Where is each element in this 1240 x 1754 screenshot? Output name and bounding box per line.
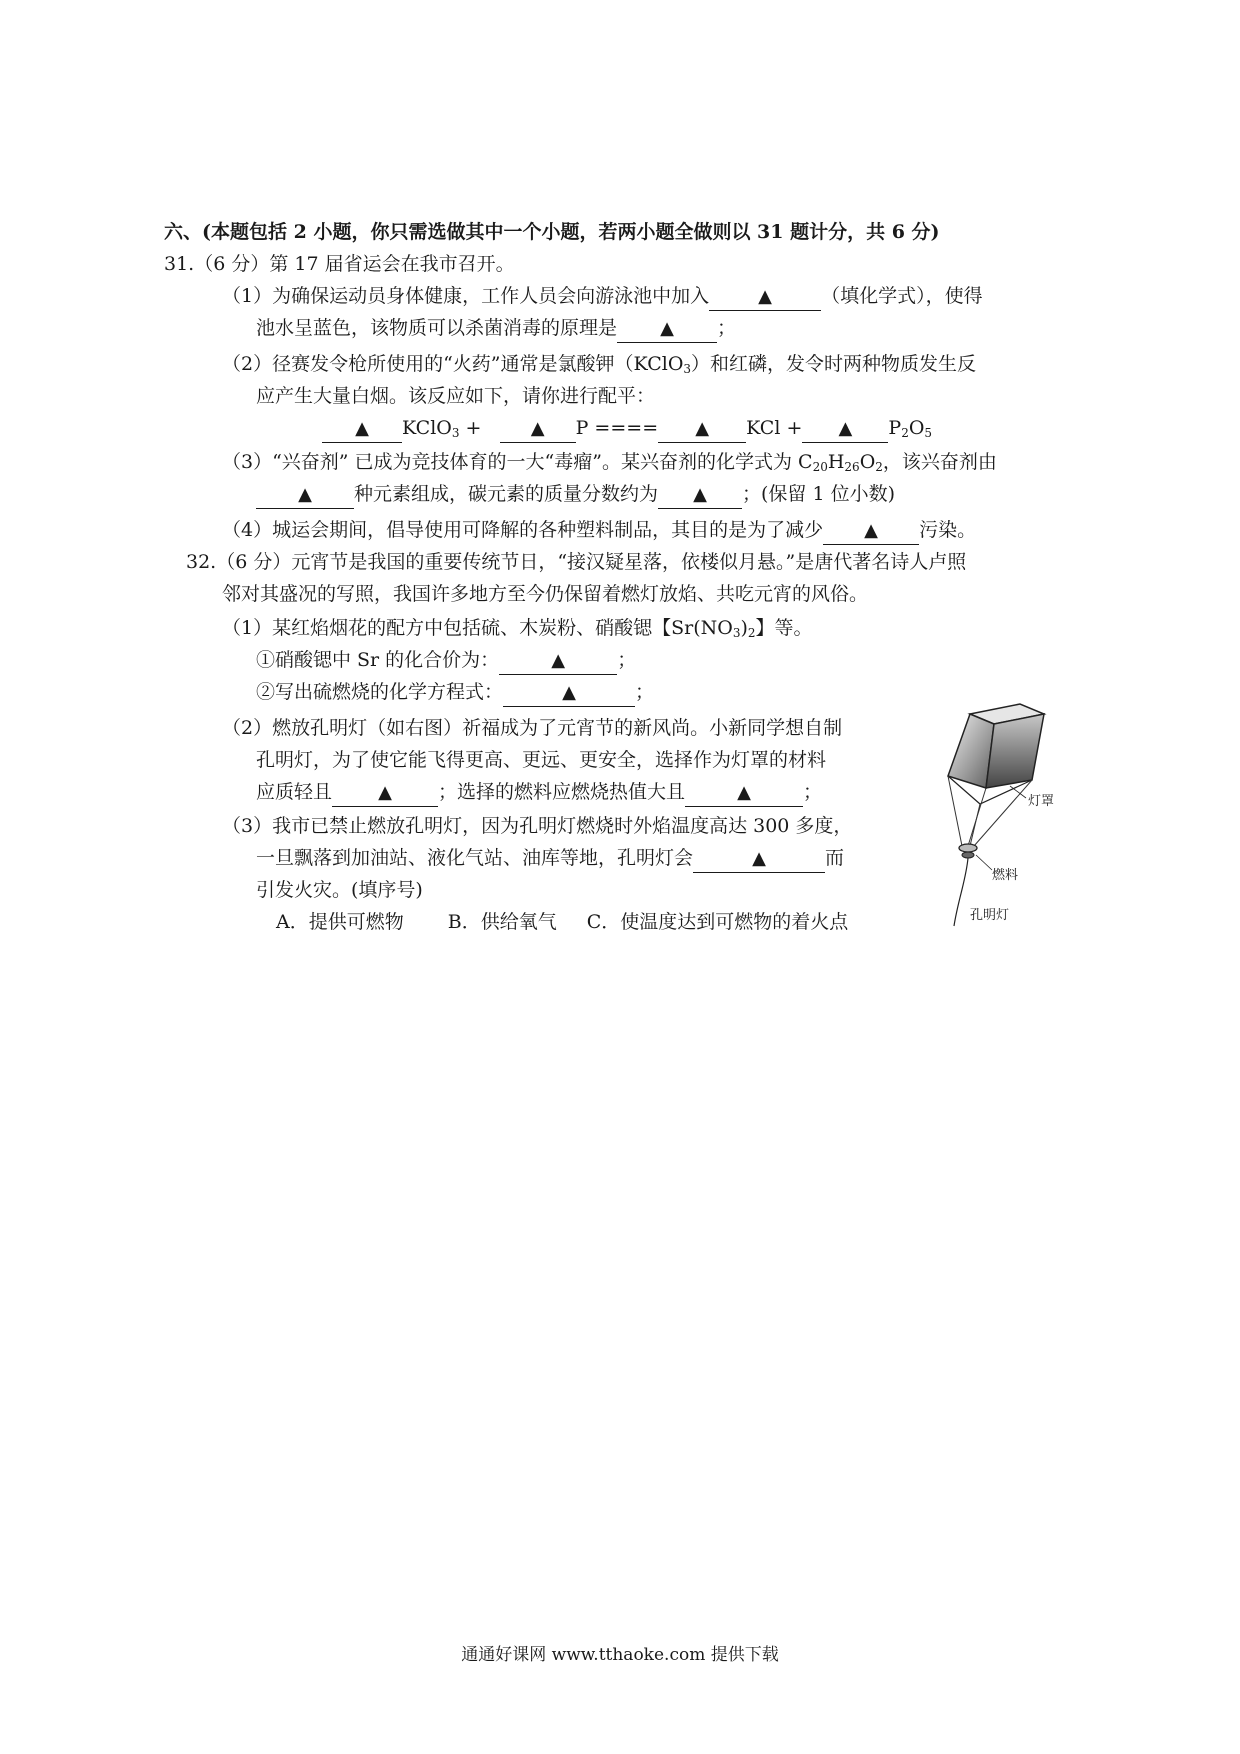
q31-part3-text-b: 种元素组成，碳元素的质量分数约为 bbox=[354, 483, 659, 505]
q31-part1-text-b: （填化学式），使得 bbox=[821, 285, 983, 307]
blank-marker: ▲ bbox=[298, 484, 312, 505]
answer-blank[interactable] bbox=[617, 318, 717, 343]
answer-blank[interactable] bbox=[503, 682, 635, 707]
blank-marker: ▲ bbox=[551, 650, 566, 671]
q31-part3-text-a: （3）“兴奋剂” 已成为竞技体育的一大“毒瘤”。某兴奋剂的化学式为 C bbox=[222, 451, 813, 473]
formula-kclo3: KClO bbox=[402, 417, 452, 439]
q32-part3-line3: 引发火灾。(填序号) bbox=[256, 879, 423, 901]
blank-marker: ▲ bbox=[752, 848, 766, 869]
q31-equation bbox=[322, 414, 932, 443]
q31-part1-line1 bbox=[222, 282, 983, 311]
q32-part3-text-c: 而 bbox=[825, 847, 845, 869]
q32-part2-line1: （2）燃放孔明灯（如右图）祈福成为了元宵节的新风尚。小新同学想自制 bbox=[222, 717, 843, 739]
blank-marker: ▲ bbox=[530, 418, 545, 439]
subscript: 20 bbox=[812, 460, 828, 474]
blank-marker: ▲ bbox=[864, 520, 879, 541]
subscript: 2 bbox=[901, 426, 909, 440]
q32-part3-line2 bbox=[256, 844, 844, 873]
footer-credit: 通通好课网 www.tthaoke.com 提供下载 bbox=[461, 1645, 779, 1665]
answer-blank[interactable] bbox=[658, 418, 746, 443]
label-shade: 灯罩 bbox=[1028, 794, 1055, 809]
q31-intro: 31.（6 分）第 17 届省运会在我市召开。 bbox=[164, 253, 515, 275]
q32-part1-item2-text: ②写出硫燃烧的化学方程式： bbox=[256, 681, 504, 703]
q31-part1-line2 bbox=[256, 314, 736, 343]
q32-options bbox=[276, 908, 848, 936]
blank-marker: ▲ bbox=[695, 418, 710, 439]
option-a: A．提供可燃物 bbox=[276, 911, 404, 933]
blank-marker: ▲ bbox=[660, 318, 674, 339]
subscript: 26 bbox=[844, 460, 860, 474]
answer-blank[interactable] bbox=[709, 286, 821, 311]
blank-marker: ▲ bbox=[838, 418, 853, 439]
plus-sign: + bbox=[459, 417, 482, 439]
blank-marker: ▲ bbox=[355, 418, 369, 439]
q31-part3-line1 bbox=[222, 448, 997, 476]
q32-part1-text-a-end: 】等。 bbox=[755, 617, 813, 639]
answer-blank[interactable] bbox=[322, 418, 402, 443]
answer-blank[interactable] bbox=[256, 484, 354, 509]
q32-part2-text-c: 应质轻且 bbox=[256, 781, 333, 803]
q32-part1-item1-text: ①硝酸锶中 Sr 的化合价为： bbox=[256, 649, 500, 671]
section-heading: 六、(本题包括 2 小题，你只需选做其中一个小题，若两小题全做则以 31 题计分，共 6 分) bbox=[164, 221, 940, 243]
answer-blank[interactable] bbox=[823, 520, 919, 545]
label-fuel: 燃料 bbox=[992, 868, 1019, 883]
q31-part4-text-b: 污染。 bbox=[919, 519, 977, 541]
sky-lantern-figure bbox=[940, 700, 1060, 930]
q32-part1-text-a: （1）某红焰烟花的配方中包括硫、木炭粉、硝酸锶【Sr(NO bbox=[222, 617, 733, 639]
answer-blank[interactable] bbox=[332, 782, 438, 807]
semicolon: ； bbox=[635, 681, 655, 703]
q32-part1-line1 bbox=[222, 614, 813, 642]
q32-part1-item2 bbox=[256, 678, 654, 707]
answer-blank[interactable] bbox=[685, 782, 803, 807]
blank-marker: ▲ bbox=[562, 682, 576, 703]
element-h: H bbox=[827, 451, 845, 473]
q31-part3-text-c: ；(保留 1 位小数) bbox=[742, 483, 896, 505]
subscript: 3 bbox=[451, 426, 460, 440]
q31-part1-text-c: 池水呈蓝色，该物质可以杀菌消毒的原理是 bbox=[256, 317, 618, 339]
label-lantern: 孔明灯 bbox=[970, 908, 1010, 923]
blank-marker: ▲ bbox=[378, 782, 392, 803]
formula-p2o5-o: O bbox=[908, 417, 925, 439]
answer-blank[interactable] bbox=[802, 418, 888, 443]
paren: ) bbox=[740, 617, 748, 639]
blank-marker: ▲ bbox=[737, 782, 751, 803]
q32-part2-line3 bbox=[256, 778, 822, 807]
q31-part4-text-a: （4）城运会期间，倡导使用可降解的各种塑料制品，其目的是为了减少 bbox=[222, 519, 824, 541]
q32-part2-text-d: ；选择的燃料应燃烧热值大且 bbox=[438, 781, 686, 803]
blank-marker: ▲ bbox=[758, 286, 773, 307]
q31-part3-text-a-end: ，该兴奋剂由 bbox=[882, 451, 997, 473]
q32-part3-line1: （3）我市已禁止燃放孔明灯，因为孔明灯燃烧时外焰温度高达 300 多度， bbox=[222, 815, 853, 837]
q31-part4 bbox=[222, 516, 976, 545]
q31-part1-text-a: （1）为确保运动员身体健康，工作人员会向游泳池中加入 bbox=[222, 285, 710, 307]
q31-part2-line2: 应产生大量白烟。该反应如下，请你进行配平： bbox=[256, 385, 656, 407]
option-c: C．使温度达到可燃物的着火点 bbox=[586, 911, 849, 933]
q32-part2-line2: 孔明灯，为了使它能飞得更高、更远、更安全，选择作为灯罩的材料 bbox=[256, 749, 827, 771]
q32-intro-line2: 邻对其盛况的写照，我国许多地方至今仍保留着燃灯放焰、共吃元宵的风俗。 bbox=[222, 583, 869, 605]
q31-part2-line1 bbox=[222, 350, 976, 378]
answer-blank[interactable] bbox=[693, 848, 825, 873]
q31-part3-line2 bbox=[256, 480, 895, 509]
answer-blank[interactable] bbox=[500, 418, 576, 443]
q31-part2-text-a-end: ）和红磷，发令时两种物质发生反 bbox=[691, 353, 977, 375]
element-o: O bbox=[859, 451, 876, 473]
formula-p2o5-p: P bbox=[888, 417, 902, 439]
semicolon: ； bbox=[617, 649, 637, 671]
sky-lantern-icon bbox=[940, 700, 1060, 930]
option-b: B．供给氧气 bbox=[447, 911, 557, 933]
q31-part1-text-d: ； bbox=[717, 317, 737, 339]
q32-intro-line1: 32.（6 分）元宵节是我国的重要传统节日，“接汉疑星落，依楼似月悬。”是唐代著名诗人卢照 bbox=[186, 551, 967, 573]
q32-part3-text-b: 一旦飘落到加油站、液化气站、油库等地，孔明灯会 bbox=[256, 847, 694, 869]
semicolon: ； bbox=[803, 781, 823, 803]
q32-part1-item1 bbox=[256, 646, 636, 675]
answer-blank[interactable] bbox=[499, 650, 617, 675]
subscript: 3 bbox=[732, 626, 741, 640]
answer-blank[interactable] bbox=[658, 484, 742, 509]
q31-part2-text-a: （2）径赛发令枪所使用的“火药”通常是氯酸钾（KClO bbox=[222, 353, 684, 375]
subscript: 5 bbox=[924, 426, 933, 440]
blank-marker: ▲ bbox=[693, 484, 707, 505]
subscript: 3 bbox=[683, 362, 692, 376]
subscript: 2 bbox=[747, 626, 756, 640]
formula-p: P ==== bbox=[575, 417, 659, 439]
formula-kcl: KCl + bbox=[746, 417, 803, 439]
subscript: 2 bbox=[875, 460, 883, 474]
